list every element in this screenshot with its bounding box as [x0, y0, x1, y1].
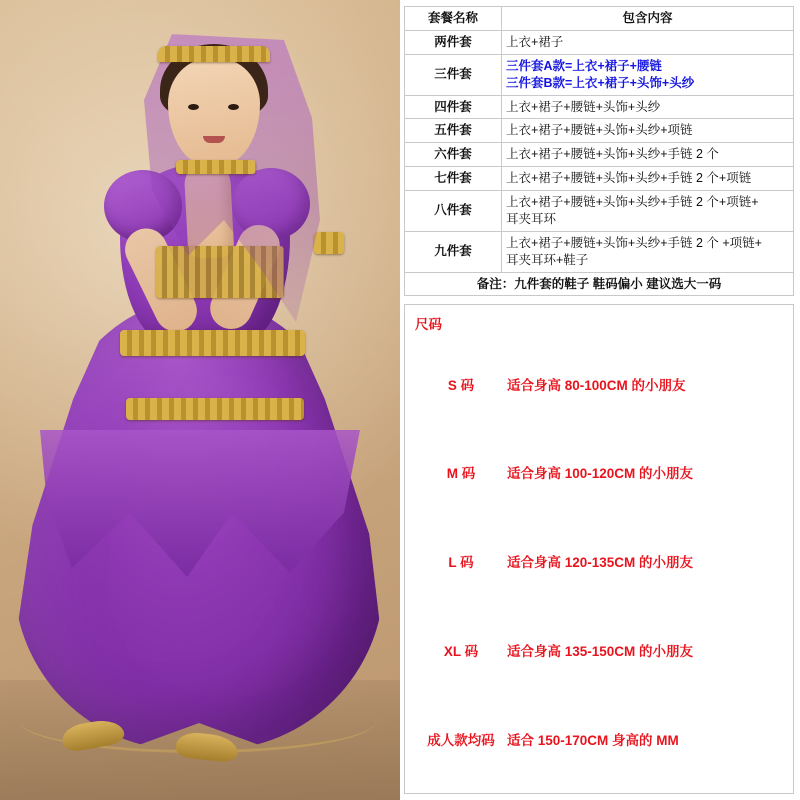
size-row — [415, 727, 783, 751]
package-contents — [502, 30, 794, 54]
model-head — [168, 58, 260, 166]
size-description: 适合身高 100-120CM 的小朋友 — [507, 466, 694, 482]
package-name: 五件套 — [405, 119, 502, 143]
header-package-name: 套餐名称 — [405, 7, 502, 31]
package-name: 四件套 — [405, 95, 502, 119]
size-description: 适合身高 120-135CM 的小朋友 — [507, 555, 694, 571]
contents-line-b: 三件套B款=上衣+裙子+头饰+头纱 — [506, 75, 695, 90]
table-note-row — [405, 272, 794, 296]
package-name: 六件套 — [405, 143, 502, 167]
table-row — [405, 54, 794, 95]
contents-line-2: 耳夹耳环 — [506, 211, 557, 226]
package-contents — [502, 191, 794, 232]
header-package-contents: 包含内容 — [502, 7, 794, 31]
contents-line-1: 上衣+裙子+腰链+头饰+头纱+手链 2 个+项链+ — [506, 195, 759, 209]
table-row — [405, 119, 794, 143]
size-row — [415, 549, 783, 573]
table-row — [405, 30, 794, 54]
contents-line: 上衣+裙子+腰链+头饰+头纱+手链 2 个 — [506, 147, 719, 162]
size-description: 适合 150-170CM 身高的 MM — [507, 732, 679, 748]
package-name: 两件套 — [405, 30, 502, 54]
costume-headpiece — [158, 46, 270, 62]
size-label: 成人款均码 — [427, 732, 495, 748]
size-label: L 码 — [448, 555, 474, 571]
table-row — [405, 143, 794, 167]
package-contents — [502, 167, 794, 191]
size-chart-title: 尺码 — [415, 317, 442, 333]
package-contents — [502, 143, 794, 167]
costume-waist-chain — [120, 330, 305, 356]
package-contents — [502, 54, 794, 95]
table-row — [405, 231, 794, 272]
contents-line-2: 耳夹耳环+鞋子 — [506, 252, 589, 267]
costume-hip-scarf — [126, 398, 304, 420]
package-name: 九件套 — [405, 231, 502, 272]
contents-line: 上衣+裙子+腰链+头饰+头纱 — [506, 99, 661, 114]
contents-line: 上衣+裙子+腰链+头饰+头纱+项链 — [506, 123, 693, 138]
costume-bracelet — [314, 232, 344, 254]
package-table — [404, 6, 794, 296]
size-chart — [404, 304, 794, 794]
table-header-row — [405, 7, 794, 31]
contents-line: 上衣+裙子 — [506, 34, 564, 49]
size-row — [415, 460, 783, 484]
package-name: 三件套 — [405, 54, 502, 95]
contents-line-a: 三件套A款=上衣+裙子+腰链 — [506, 58, 662, 73]
size-label: S 码 — [447, 377, 475, 393]
package-contents — [502, 95, 794, 119]
package-name: 八件套 — [405, 191, 502, 232]
contents-line: 上衣+裙子+腰链+头饰+头纱+手链 2 个+项链 — [506, 171, 752, 186]
size-description: 适合身高 135-150CM 的小朋友 — [507, 643, 694, 659]
size-chart-list — [415, 339, 783, 783]
size-row — [415, 372, 783, 396]
model-eye-left — [188, 104, 199, 110]
table-row — [405, 95, 794, 119]
costume-necklace — [176, 160, 256, 174]
table-row — [405, 167, 794, 191]
package-contents — [502, 231, 794, 272]
model-eye-right — [228, 104, 239, 110]
package-contents — [502, 119, 794, 143]
spec-panel — [400, 0, 800, 800]
model-mouth — [203, 136, 225, 143]
size-label: XL 码 — [443, 643, 479, 659]
package-name: 七件套 — [405, 167, 502, 191]
size-label: M 码 — [446, 466, 476, 482]
package-note: 备注：九件套的鞋子 鞋码偏小 建议选大一码 — [405, 272, 794, 296]
contents-line-1: 上衣+裙子+腰链+头饰+头纱+手链 2 个 +项链+ — [506, 235, 762, 250]
size-row — [415, 638, 783, 662]
table-row — [405, 191, 794, 232]
size-description: 适合身高 80-100CM 的小朋友 — [507, 377, 686, 393]
